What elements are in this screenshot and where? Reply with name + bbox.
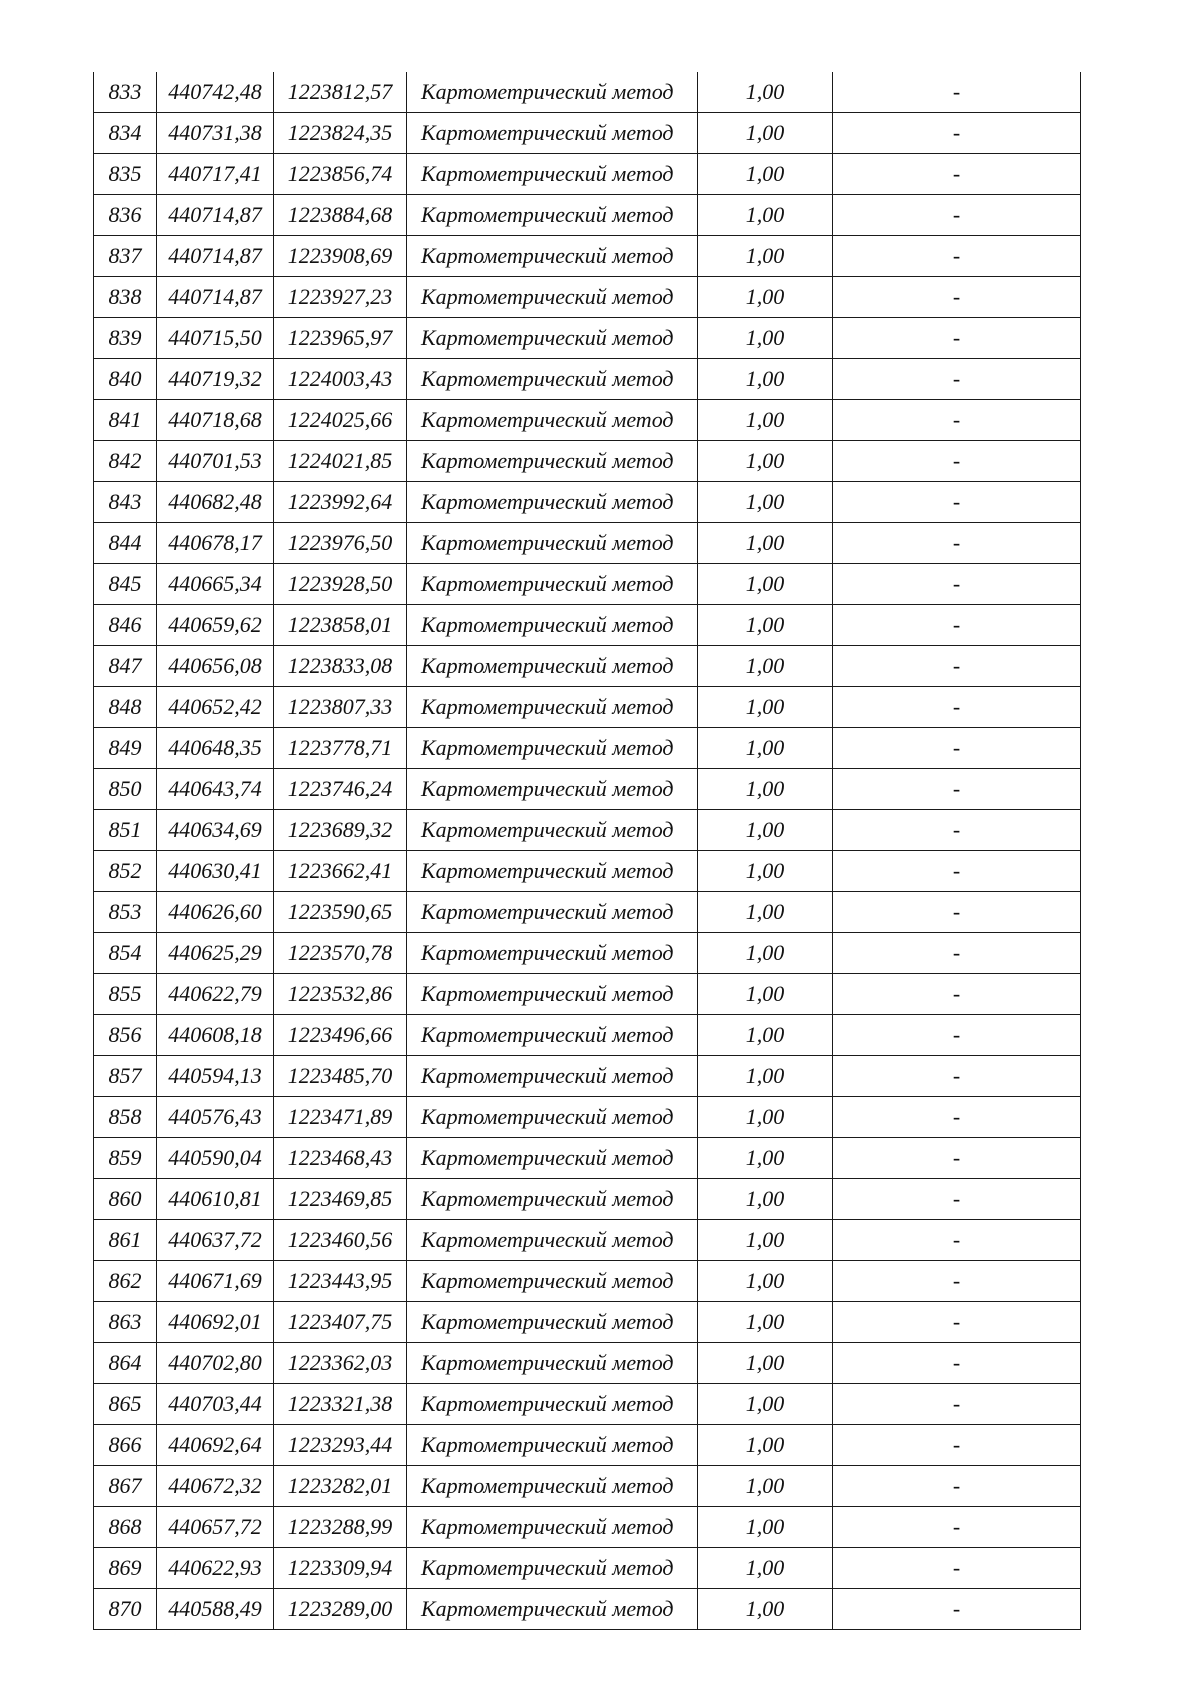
method-cell: Картометрический метод xyxy=(407,933,698,974)
table-row xyxy=(94,1343,1081,1384)
point-number-cell: 867 xyxy=(94,1466,157,1507)
point-number-cell: 856 xyxy=(94,1015,157,1056)
x-coordinate-cell: 440671,69 xyxy=(157,1261,274,1302)
x-coordinate-cell: 440714,87 xyxy=(157,195,274,236)
point-number-cell: 841 xyxy=(94,400,157,441)
x-coordinate-cell: 440672,32 xyxy=(157,1466,274,1507)
description-cell: - xyxy=(833,400,1081,441)
x-coordinate-cell: 440701,53 xyxy=(157,441,274,482)
table-row xyxy=(94,400,1081,441)
x-coordinate-cell: 440742,48 xyxy=(157,72,274,113)
description-cell: - xyxy=(833,687,1081,728)
description-cell: - xyxy=(833,1384,1081,1425)
description-cell: - xyxy=(833,646,1081,687)
accuracy-cell: 1,00 xyxy=(698,1425,833,1466)
method-cell: Картометрический метод xyxy=(407,359,698,400)
description-cell: - xyxy=(833,769,1081,810)
y-coordinate-cell: 1223496,66 xyxy=(274,1015,407,1056)
description-cell: - xyxy=(833,482,1081,523)
method-cell: Картометрический метод xyxy=(407,1056,698,1097)
point-number-cell: 862 xyxy=(94,1261,157,1302)
method-cell: Картометрический метод xyxy=(407,277,698,318)
point-number-cell: 848 xyxy=(94,687,157,728)
accuracy-cell: 1,00 xyxy=(698,1220,833,1261)
accuracy-cell: 1,00 xyxy=(698,113,833,154)
description-cell: - xyxy=(833,974,1081,1015)
table-row xyxy=(94,1015,1081,1056)
x-coordinate-cell: 440665,34 xyxy=(157,564,274,605)
method-cell: Картометрический метод xyxy=(407,605,698,646)
accuracy-cell: 1,00 xyxy=(698,1261,833,1302)
y-coordinate-cell: 1223485,70 xyxy=(274,1056,407,1097)
y-coordinate-cell: 1223662,41 xyxy=(274,851,407,892)
x-coordinate-cell: 440625,29 xyxy=(157,933,274,974)
table-row xyxy=(94,1589,1081,1630)
accuracy-cell: 1,00 xyxy=(698,72,833,113)
x-coordinate-cell: 440657,72 xyxy=(157,1507,274,1548)
description-cell: - xyxy=(833,1179,1081,1220)
accuracy-cell: 1,00 xyxy=(698,154,833,195)
x-coordinate-cell: 440588,49 xyxy=(157,1589,274,1630)
y-coordinate-cell: 1223746,24 xyxy=(274,769,407,810)
method-cell: Картометрический метод xyxy=(407,1220,698,1261)
x-coordinate-cell: 440637,72 xyxy=(157,1220,274,1261)
table-row xyxy=(94,892,1081,933)
point-number-cell: 860 xyxy=(94,1179,157,1220)
table-row xyxy=(94,1056,1081,1097)
point-number-cell: 869 xyxy=(94,1548,157,1589)
x-coordinate-cell: 440718,68 xyxy=(157,400,274,441)
y-coordinate-cell: 1223884,68 xyxy=(274,195,407,236)
method-cell: Картометрический метод xyxy=(407,523,698,564)
description-cell: - xyxy=(833,113,1081,154)
point-number-cell: 870 xyxy=(94,1589,157,1630)
point-number-cell: 834 xyxy=(94,113,157,154)
description-cell: - xyxy=(833,1302,1081,1343)
y-coordinate-cell: 1223460,56 xyxy=(274,1220,407,1261)
y-coordinate-cell: 1223965,97 xyxy=(274,318,407,359)
table-row xyxy=(94,441,1081,482)
description-cell: - xyxy=(833,605,1081,646)
point-number-cell: 842 xyxy=(94,441,157,482)
y-coordinate-cell: 1223289,00 xyxy=(274,1589,407,1630)
accuracy-cell: 1,00 xyxy=(698,810,833,851)
table-row xyxy=(94,195,1081,236)
accuracy-cell: 1,00 xyxy=(698,277,833,318)
method-cell: Картометрический метод xyxy=(407,1466,698,1507)
method-cell: Картометрический метод xyxy=(407,564,698,605)
description-cell: - xyxy=(833,154,1081,195)
coordinates-table xyxy=(93,72,1081,1630)
y-coordinate-cell: 1223590,65 xyxy=(274,892,407,933)
x-coordinate-cell: 440702,80 xyxy=(157,1343,274,1384)
y-coordinate-cell: 1223976,50 xyxy=(274,523,407,564)
table-row xyxy=(94,1097,1081,1138)
method-cell: Картометрический метод xyxy=(407,974,698,1015)
accuracy-cell: 1,00 xyxy=(698,1015,833,1056)
accuracy-cell: 1,00 xyxy=(698,564,833,605)
method-cell: Картометрический метод xyxy=(407,1507,698,1548)
accuracy-cell: 1,00 xyxy=(698,933,833,974)
table-row xyxy=(94,564,1081,605)
y-coordinate-cell: 1223927,23 xyxy=(274,277,407,318)
accuracy-cell: 1,00 xyxy=(698,687,833,728)
table-row xyxy=(94,687,1081,728)
method-cell: Картометрический метод xyxy=(407,195,698,236)
description-cell: - xyxy=(833,72,1081,113)
y-coordinate-cell: 1223471,89 xyxy=(274,1097,407,1138)
table-row xyxy=(94,318,1081,359)
accuracy-cell: 1,00 xyxy=(698,851,833,892)
accuracy-cell: 1,00 xyxy=(698,605,833,646)
point-number-cell: 844 xyxy=(94,523,157,564)
y-coordinate-cell: 1223468,43 xyxy=(274,1138,407,1179)
table-row xyxy=(94,1548,1081,1589)
table-row xyxy=(94,1507,1081,1548)
point-number-cell: 859 xyxy=(94,1138,157,1179)
description-cell: - xyxy=(833,1507,1081,1548)
table-row xyxy=(94,72,1081,113)
method-cell: Картометрический метод xyxy=(407,1384,698,1425)
x-coordinate-cell: 440659,62 xyxy=(157,605,274,646)
point-number-cell: 843 xyxy=(94,482,157,523)
y-coordinate-cell: 1224021,85 xyxy=(274,441,407,482)
method-cell: Картометрический метод xyxy=(407,851,698,892)
x-coordinate-cell: 440692,64 xyxy=(157,1425,274,1466)
point-number-cell: 853 xyxy=(94,892,157,933)
y-coordinate-cell: 1223321,38 xyxy=(274,1384,407,1425)
y-coordinate-cell: 1223833,08 xyxy=(274,646,407,687)
accuracy-cell: 1,00 xyxy=(698,1507,833,1548)
method-cell: Картометрический метод xyxy=(407,1261,698,1302)
point-number-cell: 865 xyxy=(94,1384,157,1425)
table-row xyxy=(94,974,1081,1015)
point-number-cell: 854 xyxy=(94,933,157,974)
x-coordinate-cell: 440714,87 xyxy=(157,277,274,318)
table-row xyxy=(94,113,1081,154)
description-cell: - xyxy=(833,1097,1081,1138)
point-number-cell: 840 xyxy=(94,359,157,400)
point-number-cell: 835 xyxy=(94,154,157,195)
table-row xyxy=(94,605,1081,646)
description-cell: - xyxy=(833,728,1081,769)
description-cell: - xyxy=(833,523,1081,564)
y-coordinate-cell: 1223928,50 xyxy=(274,564,407,605)
y-coordinate-cell: 1224025,66 xyxy=(274,400,407,441)
method-cell: Картометрический метод xyxy=(407,1425,698,1466)
table-row xyxy=(94,769,1081,810)
accuracy-cell: 1,00 xyxy=(698,1466,833,1507)
accuracy-cell: 1,00 xyxy=(698,892,833,933)
point-number-cell: 838 xyxy=(94,277,157,318)
table-row xyxy=(94,1138,1081,1179)
x-coordinate-cell: 440719,32 xyxy=(157,359,274,400)
table-row xyxy=(94,1261,1081,1302)
x-coordinate-cell: 440622,79 xyxy=(157,974,274,1015)
method-cell: Картометрический метод xyxy=(407,400,698,441)
x-coordinate-cell: 440703,44 xyxy=(157,1384,274,1425)
y-coordinate-cell: 1223293,44 xyxy=(274,1425,407,1466)
x-coordinate-cell: 440652,42 xyxy=(157,687,274,728)
description-cell: - xyxy=(833,810,1081,851)
accuracy-cell: 1,00 xyxy=(698,400,833,441)
table-row xyxy=(94,1384,1081,1425)
x-coordinate-cell: 440610,81 xyxy=(157,1179,274,1220)
table-row xyxy=(94,236,1081,277)
accuracy-cell: 1,00 xyxy=(698,523,833,564)
table-row xyxy=(94,1302,1081,1343)
table-row xyxy=(94,1466,1081,1507)
description-cell: - xyxy=(833,236,1081,277)
description-cell: - xyxy=(833,359,1081,400)
method-cell: Картометрический метод xyxy=(407,1097,698,1138)
x-coordinate-cell: 440692,01 xyxy=(157,1302,274,1343)
y-coordinate-cell: 1223282,01 xyxy=(274,1466,407,1507)
description-cell: - xyxy=(833,1466,1081,1507)
description-cell: - xyxy=(833,1261,1081,1302)
accuracy-cell: 1,00 xyxy=(698,1343,833,1384)
x-coordinate-cell: 440714,87 xyxy=(157,236,274,277)
x-coordinate-cell: 440590,04 xyxy=(157,1138,274,1179)
accuracy-cell: 1,00 xyxy=(698,1138,833,1179)
x-coordinate-cell: 440643,74 xyxy=(157,769,274,810)
accuracy-cell: 1,00 xyxy=(698,359,833,400)
method-cell: Картометрический метод xyxy=(407,769,698,810)
description-cell: - xyxy=(833,1548,1081,1589)
point-number-cell: 845 xyxy=(94,564,157,605)
x-coordinate-cell: 440717,41 xyxy=(157,154,274,195)
method-cell: Картометрический метод xyxy=(407,113,698,154)
point-number-cell: 846 xyxy=(94,605,157,646)
y-coordinate-cell: 1223689,32 xyxy=(274,810,407,851)
method-cell: Картометрический метод xyxy=(407,687,698,728)
table-row xyxy=(94,851,1081,892)
x-coordinate-cell: 440715,50 xyxy=(157,318,274,359)
y-coordinate-cell: 1223858,01 xyxy=(274,605,407,646)
description-cell: - xyxy=(833,933,1081,974)
x-coordinate-cell: 440682,48 xyxy=(157,482,274,523)
description-cell: - xyxy=(833,892,1081,933)
accuracy-cell: 1,00 xyxy=(698,318,833,359)
description-cell: - xyxy=(833,195,1081,236)
point-number-cell: 855 xyxy=(94,974,157,1015)
method-cell: Картометрический метод xyxy=(407,1548,698,1589)
description-cell: - xyxy=(833,1220,1081,1261)
y-coordinate-cell: 1223856,74 xyxy=(274,154,407,195)
point-number-cell: 864 xyxy=(94,1343,157,1384)
point-number-cell: 850 xyxy=(94,769,157,810)
point-number-cell: 866 xyxy=(94,1425,157,1466)
accuracy-cell: 1,00 xyxy=(698,974,833,1015)
point-number-cell: 868 xyxy=(94,1507,157,1548)
method-cell: Картометрический метод xyxy=(407,728,698,769)
y-coordinate-cell: 1223288,99 xyxy=(274,1507,407,1548)
y-coordinate-cell: 1223309,94 xyxy=(274,1548,407,1589)
y-coordinate-cell: 1223807,33 xyxy=(274,687,407,728)
method-cell: Картометрический метод xyxy=(407,154,698,195)
y-coordinate-cell: 1223469,85 xyxy=(274,1179,407,1220)
table-row xyxy=(94,646,1081,687)
x-coordinate-cell: 440626,60 xyxy=(157,892,274,933)
method-cell: Картометрический метод xyxy=(407,236,698,277)
point-number-cell: 852 xyxy=(94,851,157,892)
accuracy-cell: 1,00 xyxy=(698,482,833,523)
point-number-cell: 857 xyxy=(94,1056,157,1097)
y-coordinate-cell: 1223570,78 xyxy=(274,933,407,974)
y-coordinate-cell: 1223812,57 xyxy=(274,72,407,113)
point-number-cell: 833 xyxy=(94,72,157,113)
accuracy-cell: 1,00 xyxy=(698,1302,833,1343)
description-cell: - xyxy=(833,1056,1081,1097)
point-number-cell: 863 xyxy=(94,1302,157,1343)
x-coordinate-cell: 440634,69 xyxy=(157,810,274,851)
table-row xyxy=(94,154,1081,195)
y-coordinate-cell: 1224003,43 xyxy=(274,359,407,400)
description-cell: - xyxy=(833,1589,1081,1630)
table-row xyxy=(94,277,1081,318)
description-cell: - xyxy=(833,1343,1081,1384)
point-number-cell: 849 xyxy=(94,728,157,769)
table-row xyxy=(94,1425,1081,1466)
accuracy-cell: 1,00 xyxy=(698,1384,833,1425)
y-coordinate-cell: 1223908,69 xyxy=(274,236,407,277)
description-cell: - xyxy=(833,1425,1081,1466)
y-coordinate-cell: 1223992,64 xyxy=(274,482,407,523)
accuracy-cell: 1,00 xyxy=(698,1548,833,1589)
table-row xyxy=(94,728,1081,769)
description-cell: - xyxy=(833,318,1081,359)
accuracy-cell: 1,00 xyxy=(698,1179,833,1220)
point-number-cell: 839 xyxy=(94,318,157,359)
method-cell: Картометрический метод xyxy=(407,646,698,687)
table-row xyxy=(94,359,1081,400)
x-coordinate-cell: 440576,43 xyxy=(157,1097,274,1138)
accuracy-cell: 1,00 xyxy=(698,195,833,236)
table-row xyxy=(94,933,1081,974)
method-cell: Картометрический метод xyxy=(407,1179,698,1220)
x-coordinate-cell: 440678,17 xyxy=(157,523,274,564)
x-coordinate-cell: 440630,41 xyxy=(157,851,274,892)
method-cell: Картометрический метод xyxy=(407,441,698,482)
accuracy-cell: 1,00 xyxy=(698,728,833,769)
y-coordinate-cell: 1223443,95 xyxy=(274,1261,407,1302)
y-coordinate-cell: 1223778,71 xyxy=(274,728,407,769)
method-cell: Картометрический метод xyxy=(407,482,698,523)
method-cell: Картометрический метод xyxy=(407,1589,698,1630)
x-coordinate-cell: 440656,08 xyxy=(157,646,274,687)
method-cell: Картометрический метод xyxy=(407,318,698,359)
description-cell: - xyxy=(833,851,1081,892)
point-number-cell: 836 xyxy=(94,195,157,236)
method-cell: Картометрический метод xyxy=(407,72,698,113)
point-number-cell: 847 xyxy=(94,646,157,687)
x-coordinate-cell: 440594,13 xyxy=(157,1056,274,1097)
accuracy-cell: 1,00 xyxy=(698,236,833,277)
description-cell: - xyxy=(833,564,1081,605)
accuracy-cell: 1,00 xyxy=(698,441,833,482)
method-cell: Картометрический метод xyxy=(407,1138,698,1179)
point-number-cell: 858 xyxy=(94,1097,157,1138)
y-coordinate-cell: 1223532,86 xyxy=(274,974,407,1015)
table-row xyxy=(94,1179,1081,1220)
y-coordinate-cell: 1223362,03 xyxy=(274,1343,407,1384)
method-cell: Картометрический метод xyxy=(407,1302,698,1343)
point-number-cell: 861 xyxy=(94,1220,157,1261)
x-coordinate-cell: 440608,18 xyxy=(157,1015,274,1056)
point-number-cell: 851 xyxy=(94,810,157,851)
accuracy-cell: 1,00 xyxy=(698,1097,833,1138)
method-cell: Картометрический метод xyxy=(407,1015,698,1056)
description-cell: - xyxy=(833,1015,1081,1056)
accuracy-cell: 1,00 xyxy=(698,646,833,687)
coordinates-table-body xyxy=(94,72,1081,1630)
x-coordinate-cell: 440731,38 xyxy=(157,113,274,154)
method-cell: Картометрический метод xyxy=(407,1343,698,1384)
accuracy-cell: 1,00 xyxy=(698,1589,833,1630)
method-cell: Картометрический метод xyxy=(407,810,698,851)
point-number-cell: 837 xyxy=(94,236,157,277)
table-row xyxy=(94,810,1081,851)
y-coordinate-cell: 1223407,75 xyxy=(274,1302,407,1343)
description-cell: - xyxy=(833,441,1081,482)
table-row xyxy=(94,1220,1081,1261)
accuracy-cell: 1,00 xyxy=(698,769,833,810)
x-coordinate-cell: 440622,93 xyxy=(157,1548,274,1589)
x-coordinate-cell: 440648,35 xyxy=(157,728,274,769)
method-cell: Картометрический метод xyxy=(407,892,698,933)
y-coordinate-cell: 1223824,35 xyxy=(274,113,407,154)
description-cell: - xyxy=(833,1138,1081,1179)
description-cell: - xyxy=(833,277,1081,318)
table-row xyxy=(94,523,1081,564)
accuracy-cell: 1,00 xyxy=(698,1056,833,1097)
table-row xyxy=(94,482,1081,523)
